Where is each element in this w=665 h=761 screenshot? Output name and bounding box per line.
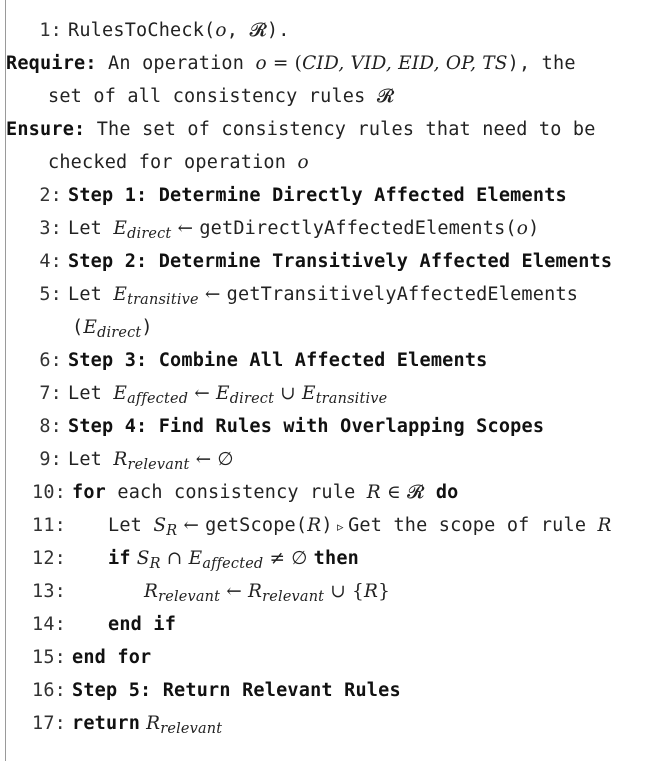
math-var: R <box>144 581 159 602</box>
ensure-label: Ensure: <box>6 119 86 140</box>
algorithm-line-12 <box>26 542 665 575</box>
algorithm-line-13 <box>26 575 665 608</box>
algorithm-line-8 <box>26 410 665 443</box>
not-equal-empty: ≠ ∅ <box>263 548 314 569</box>
keyword-for: for <box>72 482 107 503</box>
math-var: R <box>366 482 381 503</box>
line-number: 1: <box>39 20 62 41</box>
step-heading: Step 4: Find Rules with Overlapping Scopes <box>68 416 545 437</box>
math-sub: affected <box>127 391 189 408</box>
text: The set of consistency rules that need to be <box>85 119 596 140</box>
math-var: E <box>113 284 128 305</box>
text: ). <box>266 20 290 41</box>
comment-text: Get the scope of rule <box>348 515 598 536</box>
arrow: ← <box>171 218 200 239</box>
text: ) <box>141 317 153 338</box>
text: Let <box>68 218 114 239</box>
math-var: E <box>113 218 128 239</box>
math-var: R <box>248 581 263 602</box>
math-var: E <box>301 383 316 404</box>
function-call: getDirectlyAffectedElements( <box>199 218 517 239</box>
math-var: 𝓡 <box>376 86 395 107</box>
require-label: Require: <box>6 53 97 74</box>
line-number: 17: <box>31 713 66 734</box>
math-var: R <box>364 581 379 602</box>
text: An operation <box>96 53 256 74</box>
algorithm-line-6 <box>26 344 665 377</box>
math-var: S <box>153 515 167 536</box>
arrow: ← <box>188 383 217 404</box>
union-symbol: ∪ <box>274 383 302 404</box>
step-heading: Step 3: Combine All Affected Elements <box>68 350 488 371</box>
math-var: o <box>297 152 309 173</box>
step-heading: Step 2: Determine Transitively Affected Elements <box>68 251 613 272</box>
math-args: CID, VID, EID, OP, TS <box>302 53 508 74</box>
line-number: 9: <box>39 449 62 470</box>
text: , <box>226 20 250 41</box>
algorithm-line-5 <box>26 278 665 344</box>
algorithm-line-15 <box>26 641 665 674</box>
ensure-continuation <box>6 146 665 179</box>
math-var: E <box>216 383 230 404</box>
keyword-end-if: end if <box>108 614 177 635</box>
algorithm-body <box>6 14 665 740</box>
text: Let <box>68 383 114 404</box>
line-number: 12: <box>31 548 66 569</box>
function-name: RulesToCheck( <box>68 20 216 41</box>
require-line <box>6 47 665 113</box>
text: ) <box>321 515 333 536</box>
math-var: o <box>255 53 267 74</box>
math-var: R <box>597 515 612 536</box>
line-number: 11: <box>31 515 66 536</box>
text: checked for operation <box>48 152 298 173</box>
math-sub: direct <box>229 391 275 408</box>
arrow: ← <box>220 581 249 602</box>
algorithm-line-11 <box>26 509 665 542</box>
math-var: S <box>130 548 150 569</box>
math-var: R <box>113 449 128 470</box>
algorithm-line-14 <box>26 608 665 641</box>
ensure-line <box>6 113 665 179</box>
keyword-if: if <box>108 548 131 569</box>
text: = ( <box>266 53 303 74</box>
text: } <box>378 581 391 602</box>
text: ), the <box>507 53 576 74</box>
algorithm-line-9 <box>26 443 665 476</box>
algorithm-line-17 <box>26 707 665 740</box>
line-number: 10: <box>31 482 66 503</box>
arrow: ← <box>198 284 227 305</box>
require-continuation <box>6 80 665 113</box>
line-number: 7: <box>39 383 62 404</box>
math-sub: transitive <box>127 292 199 309</box>
keyword-return: return <box>72 713 141 734</box>
line-number: 15: <box>31 647 66 668</box>
math-sub: direct <box>97 325 142 342</box>
math-var: E <box>113 383 128 404</box>
math-sub: direct <box>127 226 172 243</box>
union-symbol: ∪ { <box>324 581 365 602</box>
math-var: E <box>188 548 203 569</box>
math-sub: affected <box>202 556 264 573</box>
algorithm-line-4 <box>26 245 665 278</box>
algorithm-line-2 <box>26 179 665 212</box>
keyword-do: do <box>424 482 459 503</box>
keyword-then: then <box>313 548 359 569</box>
function-call: getScope( <box>205 515 308 536</box>
comment-triangle-icon: ▹ <box>332 520 349 535</box>
line-number: 4: <box>39 251 62 272</box>
algorithm-line-7 <box>26 377 665 410</box>
line-number: 6: <box>39 350 62 371</box>
math-sub: relevant <box>262 589 325 606</box>
algorithm-frame <box>5 0 665 761</box>
math-var: R <box>140 713 161 734</box>
text: set of all consistency rules <box>48 86 377 107</box>
math-sub: relevant <box>160 721 223 738</box>
line-5-continuation <box>26 311 665 344</box>
indent <box>72 614 108 635</box>
line-number: 13: <box>31 581 66 602</box>
function-call: getTransitivelyAffectedElements <box>226 284 579 305</box>
step-heading: Step 1: Determine Directly Affected Elements <box>68 185 567 206</box>
math-sub: transitive <box>315 391 388 408</box>
line-number: 5: <box>39 284 62 305</box>
math-var: o <box>516 218 529 239</box>
math-var: 𝓡 <box>249 20 267 41</box>
algorithm-line-10 <box>26 476 665 509</box>
keyword-end-for: end for <box>72 647 152 668</box>
math-sub: relevant <box>127 457 190 474</box>
arrow: ← <box>189 449 218 470</box>
text: Let <box>108 515 154 536</box>
text: Let <box>68 284 114 305</box>
intersection-symbol: ∩ <box>160 548 189 569</box>
arrow: ← <box>177 515 206 536</box>
text: Let <box>68 449 114 470</box>
line-number: 3: <box>39 218 62 239</box>
math-sub: R <box>149 556 161 573</box>
math-var: 𝓡 <box>407 482 425 503</box>
line-number: 2: <box>39 185 62 206</box>
line-number: 14: <box>31 614 66 635</box>
line-number: 16: <box>31 680 66 701</box>
element-of: ∈ <box>380 482 407 503</box>
empty-set: ∅ <box>217 449 234 470</box>
indent <box>72 581 144 602</box>
math-var: E <box>83 317 98 338</box>
algorithm-line-3 <box>26 212 665 245</box>
math-sub: relevant <box>158 589 221 606</box>
text: ( <box>72 317 84 338</box>
text: ) <box>528 218 540 239</box>
step-heading: Step 5: Return Relevant Rules <box>72 680 401 701</box>
math-var: o <box>215 20 227 41</box>
line-number: 8: <box>39 416 62 437</box>
math-sub: R <box>166 523 178 540</box>
algorithm-line-1 <box>26 14 665 47</box>
algorithm-line-16 <box>26 674 665 707</box>
math-var: R <box>307 515 322 536</box>
indent <box>72 515 108 536</box>
indent <box>72 548 108 569</box>
text: each consistency rule <box>106 482 367 503</box>
